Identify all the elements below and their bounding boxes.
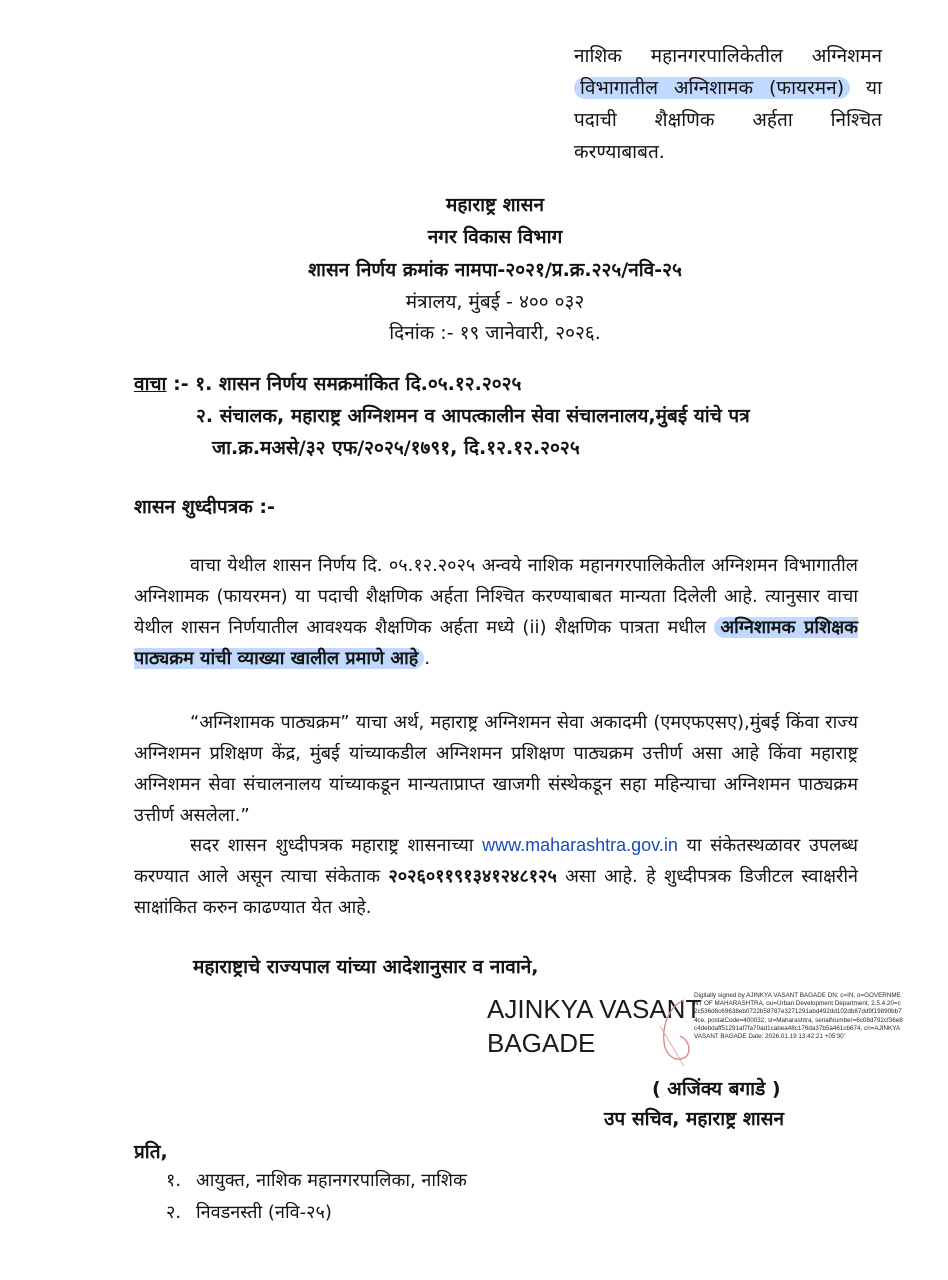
subject-text-start: नाशिक महानगरपालिकेतील अग्निशमन bbox=[574, 45, 882, 67]
signature-seal-icon bbox=[640, 996, 700, 1068]
para1-end: . bbox=[424, 648, 431, 669]
read-label: वाचा bbox=[134, 373, 167, 395]
issue-place: मंत्रालय, मुंबई - ४०० ०३२ bbox=[405, 291, 585, 313]
department-title: नगर विकास विभाग bbox=[427, 226, 563, 248]
reference-2-detail: जा.क्र.मअसे/३२ एफ/२०२५/१७९१, दि.१२.१२.२०२५ bbox=[212, 437, 580, 459]
para3-text-end: असा आहे. हे शुध्दीपत्रक डिजीटल स्वाक्षरीने साक्षांकित करुन काढण्यात येत आहे. bbox=[134, 866, 858, 918]
list-item bbox=[166, 1197, 467, 1229]
digital-signature-details: Digitally signed by AJINKYA VASANT BAGADE DN: c=IN, o=GOVERNMENT OF MAHARASHTRA, ou=Urban Development Department, 2.5.4.20=c2c536d8c69638eb0722b58787e3271291abd492dd102db87dd9f19890bb74ce, postalCode=400032, st=Maharashtra, serialNumber=6c08d792cf36e8c4debdaff51291af7fa70ad1cabea48c176da37b5a461cb674, cn=AJINKYA VASANT BAGADE Date: 2026.01.19 13:42:21 +05'30' bbox=[694, 992, 903, 1041]
reference-1-text: :- १. शासन निर्णय समक्रमांकित दि.०५.१२.२०२५ bbox=[173, 373, 522, 395]
para1-highlight: अग्निशामक प्रशिक्षक पाठ्यक्रम यांची व्याख्या खालील प्रमाणे आहे bbox=[134, 617, 858, 669]
government-title: महाराष्ट्र शासन bbox=[445, 194, 544, 216]
to-label: प्रति, bbox=[134, 1141, 168, 1163]
para1-text: वाचा येथील शासन निर्णय दि. ०५.१२.२०२५ अन्वये नाशिक महानगरपालिकेतील अग्निशमन विभागातील अग्निशामक (फायरमन) या पदाची शैक्षणिक अर्हता निश्चित करण्याबाबत मान्यता दिलेली आहे. त्यानुसार वाचा येथील शासन निर्णयातील आवश्यक शैक्षणिक अर्हता मध्ये (ii) शैक्षणिक पात्रता मधील bbox=[134, 555, 858, 638]
signatory-name: ( अजिंक्य बगाडे ) bbox=[652, 1078, 781, 1100]
recipient-list bbox=[166, 1165, 467, 1229]
signature-name-line-2: BAGADE bbox=[487, 1028, 596, 1058]
signatory-designation: उप सचिव, महाराष्ट्र शासन bbox=[604, 1108, 785, 1130]
subject-text-end: या पदाची शैक्षणिक अर्हता निश्चित करण्याबाबत. bbox=[574, 77, 882, 163]
para3-text-mid: या संकेतस्थळावर उपलब्ध करण्यात आले असून त्याचा संकेताक bbox=[134, 835, 858, 887]
order-line: महाराष्ट्राचे राज्यपाल यांच्या आदेशानुसार व नावाने, bbox=[193, 956, 539, 978]
list-item-text: आयुक्त, नाशिक महानगरपालिका, नाशिक bbox=[196, 1170, 467, 1191]
website-link[interactable]: www.maharashtra.gov.in bbox=[482, 835, 678, 855]
list-item-text: निवडनस्ती (नवि-२५) bbox=[196, 1202, 332, 1223]
reference-2: २. संचालक, महाराष्ट्र अग्निशमन व आपत्कालीन सेवा संचालनालय,मुंबई यांचे पत्र bbox=[196, 405, 750, 427]
list-item bbox=[166, 1165, 467, 1197]
reference-code: २०२६०११९१३४१२४८१२५ bbox=[388, 866, 557, 887]
signature-name-line-1: AJINKYA VASANT bbox=[487, 994, 702, 1024]
list-item-number: १. bbox=[166, 1170, 182, 1191]
reference-1 bbox=[134, 368, 854, 400]
corrigendum-paragraph-1 bbox=[134, 550, 858, 674]
issue-date: दिनांक :- १९ जानेवारी, २०२६. bbox=[389, 322, 601, 344]
subject-block bbox=[574, 40, 882, 168]
corrigendum-heading: शासन शुध्दीपत्रक :- bbox=[134, 496, 275, 518]
list-item-number: २. bbox=[166, 1202, 182, 1223]
para3-text-start: सदर शासन शुध्दीपत्रक महाराष्ट्र शासनाच्या bbox=[190, 835, 483, 856]
gr-number: शासन निर्णय क्रमांक नामपा-२०२१/प्र.क्र.२२५/नवि-२५ bbox=[308, 259, 682, 281]
read-references bbox=[134, 368, 854, 464]
definition-paragraph: “अग्निशामक पाठ्यक्रम” याचा अर्थ, महाराष्ट्र अग्निशमन सेवा अकादमी (एमएफएसए),मुंबई किंवा राज्य अग्निशमन प्रशिक्षण केंद्र, मुंबई यांच्याकडील अग्निशमन प्रशिक्षण पाठ्यक्रम उत्तीर्ण असा आहे किंवा महाराष्ट्र अग्निशमन सेवा संचालनालय यांच्याकडून मान्यताप्राप्त खाजगी संस्थेकडून सहा महिन्याचा अग्निशमन पाठ्यक्रम उत्तीर्ण असलेला.” bbox=[134, 712, 858, 826]
website-paragraph bbox=[134, 830, 858, 923]
subject-highlight: विभागातील अग्निशामक (फायरमन) bbox=[574, 77, 850, 99]
